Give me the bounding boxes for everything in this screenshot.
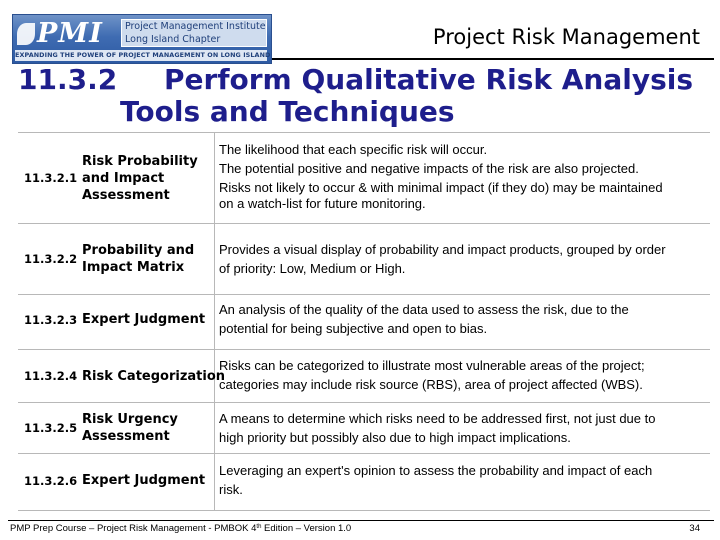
technique-name-line: Impact Matrix bbox=[82, 260, 185, 275]
pmi-logo-letters: PMI bbox=[37, 18, 103, 49]
technique-name bbox=[82, 411, 218, 445]
technique-name-line: Assessment bbox=[82, 188, 170, 203]
description-line: on a watch-list for future monitoring. bbox=[219, 196, 426, 211]
technique-name-line: Probability and bbox=[82, 243, 195, 258]
technique-description bbox=[219, 461, 707, 499]
page-number: 34 bbox=[689, 523, 700, 534]
header-title: Project Risk Management bbox=[432, 25, 700, 49]
description-line: The potential positive and negative impacts of the risk are also projected. bbox=[219, 161, 639, 176]
pmi-swoosh-icon bbox=[17, 23, 35, 45]
technique-name-line: Risk Urgency bbox=[82, 412, 178, 427]
description-line: potential for being subjective and open to bias. bbox=[219, 321, 488, 336]
description-line: categories may include risk source (RBS), area of project affected (WBS). bbox=[219, 377, 643, 392]
pmi-logo-name bbox=[121, 19, 267, 47]
technique-description bbox=[219, 356, 707, 394]
description-line: The likelihood that each specific risk will occur. bbox=[219, 142, 488, 157]
technique-name-line: Assessment bbox=[82, 429, 170, 444]
table-row bbox=[18, 350, 710, 403]
technique-id: 11.3.2.1 bbox=[24, 171, 78, 185]
technique-name-line: and Impact bbox=[82, 171, 165, 186]
pmi-logo-name-line1: Project Management Institute bbox=[125, 21, 266, 32]
table-row bbox=[18, 454, 710, 511]
technique-description bbox=[219, 240, 707, 278]
footer-text-end: Edition – Version 1.0 bbox=[261, 523, 352, 534]
description-line: high priority but possibly also due to high impact implications. bbox=[219, 430, 571, 445]
footer-text-start: PMP Prep Course – Project Risk Management - PMBOK 4 bbox=[10, 523, 257, 534]
technique-id: 11.3.2.5 bbox=[24, 421, 78, 435]
technique-name-line: Expert Judgment bbox=[82, 312, 206, 327]
technique-id: 11.3.2.4 bbox=[24, 369, 78, 383]
technique-name-line: Expert Judgment bbox=[82, 473, 206, 488]
description-line: Provides a visual display of probability and impact products, grouped by order bbox=[219, 242, 666, 257]
technique-name-line: Risk Probability bbox=[82, 154, 198, 169]
technique-description bbox=[219, 300, 707, 338]
slide-title-text: Perform Qualitative Risk Analysis bbox=[164, 63, 694, 96]
pmi-logo-mark bbox=[17, 19, 121, 49]
footer-superscript: th bbox=[256, 524, 262, 530]
technique-name bbox=[82, 311, 218, 328]
technique-name bbox=[82, 368, 226, 385]
pmi-logo-name-line2: Long Island Chapter bbox=[125, 34, 221, 45]
table-row bbox=[18, 295, 710, 350]
description-line: An analysis of the quality of the data used to assess the risk, due to the bbox=[219, 302, 629, 317]
section-number: 11.3.2 bbox=[18, 63, 118, 96]
technique-name bbox=[82, 242, 218, 276]
description-line: Risks can be categorized to illustrate most vulnerable areas of the project; bbox=[219, 358, 645, 373]
technique-id: 11.3.2.2 bbox=[24, 252, 78, 266]
header-divider bbox=[272, 58, 714, 60]
technique-name-line: Risk Categorization bbox=[82, 369, 226, 384]
table-row bbox=[18, 403, 710, 454]
footer-divider bbox=[8, 520, 714, 521]
tools-techniques-table bbox=[18, 132, 710, 511]
description-line: risk. bbox=[219, 482, 243, 497]
technique-name bbox=[82, 472, 218, 489]
technique-description bbox=[219, 140, 707, 213]
footer-course-text bbox=[10, 522, 351, 536]
description-line: of priority: Low, Medium or High. bbox=[219, 261, 406, 276]
description-line: Leveraging an expert's opinion to assess the probability and impact of each bbox=[219, 463, 653, 478]
description-line: A means to determine which risks need to be addressed first, not just due to bbox=[219, 411, 656, 426]
table-row bbox=[18, 133, 710, 224]
pmi-logo bbox=[12, 14, 272, 64]
description-line: Risks not likely to occur & with minimal impact (if they do) may be maintained bbox=[219, 180, 663, 195]
technique-id: 11.3.2.6 bbox=[24, 474, 78, 488]
technique-id: 11.3.2.3 bbox=[24, 313, 78, 327]
slide-subtitle: Tools and Techniques bbox=[120, 95, 455, 128]
slide-title-line1 bbox=[18, 64, 693, 96]
pmi-logo-tagline: EXPANDING THE POWER OF PROJECT MANAGEMENT ON LONG ISLAND bbox=[15, 51, 271, 59]
table-row bbox=[18, 224, 710, 295]
technique-name bbox=[82, 153, 218, 204]
technique-description bbox=[219, 409, 707, 447]
